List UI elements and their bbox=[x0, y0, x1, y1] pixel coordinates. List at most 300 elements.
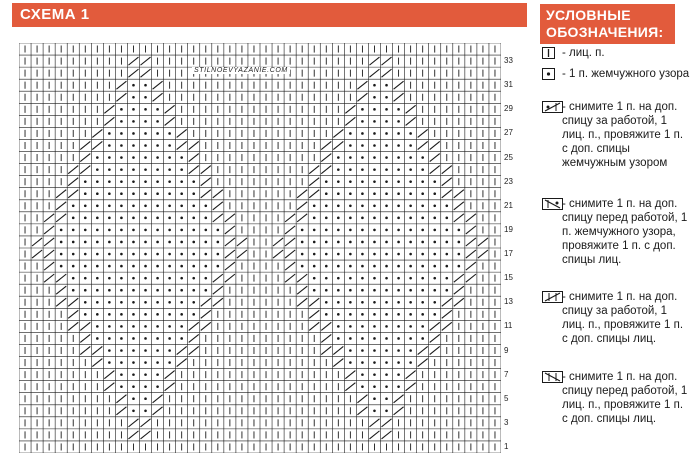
seed-stitch-cell bbox=[120, 385, 123, 388]
seed-stitch-cell bbox=[349, 156, 352, 159]
seed-stitch-cell bbox=[421, 289, 424, 292]
seed-stitch-cell bbox=[421, 192, 424, 195]
seed-stitch-cell bbox=[385, 277, 388, 280]
seed-stitch-cell bbox=[397, 361, 400, 364]
seed-stitch-cell bbox=[120, 204, 123, 207]
seed-stitch-cell bbox=[144, 156, 147, 159]
seed-stitch-cell bbox=[132, 337, 135, 340]
seed-stitch-cell bbox=[373, 277, 376, 280]
seed-stitch-cell bbox=[373, 361, 376, 364]
seed-stitch-cell bbox=[84, 301, 87, 304]
seed-stitch-cell bbox=[180, 168, 183, 171]
seed-stitch-cell bbox=[132, 180, 135, 183]
seed-stitch-cell bbox=[325, 301, 328, 304]
seed-stitch-cell bbox=[72, 217, 75, 220]
seed-stitch-cell bbox=[373, 265, 376, 268]
seed-stitch-cell bbox=[84, 217, 87, 220]
seed-stitch-cell bbox=[180, 156, 183, 159]
seed-stitch-cell bbox=[337, 277, 340, 280]
seed-stitch-cell bbox=[144, 180, 147, 183]
seed-stitch-cell bbox=[421, 156, 424, 159]
seed-stitch-cell bbox=[132, 265, 135, 268]
seed-stitch-cell bbox=[96, 192, 99, 195]
seed-stitch-cell bbox=[144, 289, 147, 292]
seed-stitch-cell bbox=[156, 180, 159, 183]
seed-stitch-cell bbox=[313, 277, 316, 280]
seed-stitch-cell bbox=[373, 253, 376, 256]
cross-left-seed-icon bbox=[542, 198, 564, 211]
seed-stitch-cell bbox=[313, 229, 316, 232]
seed-stitch-cell bbox=[168, 361, 171, 364]
seed-stitch-cell bbox=[445, 204, 448, 207]
seed-stitch-cell bbox=[144, 132, 147, 135]
seed-stitch-cell bbox=[397, 349, 400, 352]
seed-stitch-cell bbox=[168, 265, 171, 268]
seed-stitch-cell bbox=[120, 337, 123, 340]
seed-stitch-cell bbox=[120, 120, 123, 123]
seed-stitch-cell bbox=[421, 277, 424, 280]
seed-stitch-cell bbox=[361, 132, 364, 135]
seed-stitch-cell bbox=[349, 192, 352, 195]
seed-stitch-cell bbox=[204, 229, 207, 232]
seed-stitch-cell bbox=[385, 265, 388, 268]
row-number: 7 bbox=[504, 369, 509, 379]
seed-stitch-icon bbox=[542, 68, 556, 81]
seed-stitch-cell bbox=[397, 373, 400, 376]
seed-stitch-cell bbox=[373, 373, 376, 376]
seed-stitch-cell bbox=[108, 277, 111, 280]
seed-stitch-cell bbox=[168, 132, 171, 135]
legend-item-cross-right-knit bbox=[540, 290, 690, 346]
seed-stitch-cell bbox=[192, 277, 195, 280]
seed-stitch-cell bbox=[96, 253, 99, 256]
seed-stitch-cell bbox=[132, 385, 135, 388]
seed-stitch-cell bbox=[180, 265, 183, 268]
seed-stitch-cell bbox=[349, 325, 352, 328]
seed-stitch-cell bbox=[409, 349, 412, 352]
seed-stitch-cell bbox=[325, 265, 328, 268]
seed-stitch-cell bbox=[337, 265, 340, 268]
seed-stitch-cell bbox=[144, 265, 147, 268]
seed-stitch-cell bbox=[397, 108, 400, 111]
row-number: 21 bbox=[504, 200, 513, 210]
seed-stitch-cell bbox=[409, 265, 412, 268]
seed-stitch-cell bbox=[108, 325, 111, 328]
seed-stitch-cell bbox=[156, 241, 159, 244]
seed-stitch-cell bbox=[433, 192, 436, 195]
seed-stitch-cell bbox=[385, 301, 388, 304]
seed-stitch-cell bbox=[144, 204, 147, 207]
legend-text-knit: - лиц. п. bbox=[562, 47, 605, 59]
seed-stitch-cell bbox=[373, 349, 376, 352]
seed-stitch-cell bbox=[120, 180, 123, 183]
cross-right-knit-icon bbox=[542, 291, 564, 304]
seed-stitch-cell bbox=[180, 313, 183, 316]
seed-stitch-cell bbox=[192, 313, 195, 316]
seed-stitch-cell bbox=[204, 289, 207, 292]
seed-stitch-cell bbox=[204, 253, 207, 256]
seed-stitch-cell bbox=[96, 168, 99, 171]
seed-stitch-cell bbox=[108, 217, 111, 220]
seed-stitch-cell bbox=[397, 253, 400, 256]
seed-stitch-cell bbox=[349, 349, 352, 352]
seed-stitch-cell bbox=[409, 361, 412, 364]
seed-stitch-cell bbox=[108, 144, 111, 147]
seed-stitch-cell bbox=[421, 180, 424, 183]
seed-stitch-cell bbox=[349, 253, 352, 256]
seed-stitch-cell bbox=[180, 337, 183, 340]
seed-stitch-cell bbox=[373, 397, 376, 400]
seed-stitch-cell bbox=[156, 144, 159, 147]
seed-stitch-cell bbox=[385, 349, 388, 352]
seed-stitch-cell bbox=[156, 229, 159, 232]
seed-stitch-cell bbox=[337, 229, 340, 232]
seed-stitch-cell bbox=[192, 301, 195, 304]
seed-stitch-cell bbox=[313, 204, 316, 207]
seed-stitch-cell bbox=[180, 277, 183, 280]
seed-stitch-cell bbox=[168, 192, 171, 195]
knitting-chart bbox=[19, 43, 501, 453]
seed-stitch-cell bbox=[168, 217, 171, 220]
seed-stitch-cell bbox=[397, 204, 400, 207]
seed-stitch-cell bbox=[385, 409, 388, 412]
seed-stitch-cell bbox=[349, 204, 352, 207]
seed-stitch-cell bbox=[120, 361, 123, 364]
seed-stitch-cell bbox=[132, 144, 135, 147]
seed-stitch-cell bbox=[337, 313, 340, 316]
seed-stitch-cell bbox=[409, 192, 412, 195]
seed-stitch-cell bbox=[397, 180, 400, 183]
seed-stitch-cell bbox=[337, 217, 340, 220]
seed-stitch-cell bbox=[132, 217, 135, 220]
row-number: 19 bbox=[504, 224, 513, 234]
seed-stitch-cell bbox=[96, 289, 99, 292]
seed-stitch-cell bbox=[168, 277, 171, 280]
row-number: 31 bbox=[504, 80, 513, 90]
seed-stitch-cell bbox=[168, 180, 171, 183]
seed-stitch-cell bbox=[204, 265, 207, 268]
seed-stitch-cell bbox=[72, 229, 75, 232]
seed-stitch-cell bbox=[349, 144, 352, 147]
seed-stitch-cell bbox=[168, 204, 171, 207]
seed-stitch-cell bbox=[132, 156, 135, 159]
seed-stitch-cell bbox=[168, 156, 171, 159]
seed-stitch-cell bbox=[409, 144, 412, 147]
seed-stitch-cell bbox=[361, 156, 364, 159]
seed-stitch-cell bbox=[445, 217, 448, 220]
seed-stitch-cell bbox=[84, 229, 87, 232]
seed-stitch-cell bbox=[156, 132, 159, 135]
seed-stitch-cell bbox=[168, 168, 171, 171]
seed-stitch-cell bbox=[180, 325, 183, 328]
seed-stitch-cell bbox=[168, 253, 171, 256]
seed-stitch-cell bbox=[373, 192, 376, 195]
legend-text-cross-right-seed: - снимите 1 п. на доп. спицу за работой, 1 лиц. п., провяжите 1 п. с доп. спицы жемчужным узором bbox=[562, 101, 684, 169]
seed-stitch-cell bbox=[349, 168, 352, 171]
seed-stitch-cell bbox=[409, 180, 412, 183]
seed-stitch-cell bbox=[349, 277, 352, 280]
seed-stitch-cell bbox=[108, 180, 111, 183]
seed-stitch-cell bbox=[60, 229, 63, 232]
seed-stitch-cell bbox=[373, 144, 376, 147]
seed-stitch-cell bbox=[168, 241, 171, 244]
seed-stitch-cell bbox=[361, 229, 364, 232]
seed-stitch-cell bbox=[349, 241, 352, 244]
seed-stitch-cell bbox=[144, 144, 147, 147]
seed-stitch-cell bbox=[120, 168, 123, 171]
seed-stitch-cell bbox=[325, 192, 328, 195]
seed-stitch-cell bbox=[120, 265, 123, 268]
seed-stitch-cell bbox=[180, 289, 183, 292]
seed-stitch-cell bbox=[144, 96, 147, 99]
seed-stitch-cell bbox=[385, 132, 388, 135]
seed-stitch-cell bbox=[168, 325, 171, 328]
seed-stitch-cell bbox=[144, 84, 147, 87]
seed-stitch-cell bbox=[373, 241, 376, 244]
seed-stitch-cell bbox=[108, 168, 111, 171]
seed-stitch-cell bbox=[132, 229, 135, 232]
seed-stitch-cell bbox=[361, 241, 364, 244]
seed-stitch-cell bbox=[144, 168, 147, 171]
seed-stitch-cell bbox=[337, 192, 340, 195]
seed-stitch-cell bbox=[361, 301, 364, 304]
seed-stitch-cell bbox=[108, 229, 111, 232]
seed-stitch-cell bbox=[373, 204, 376, 207]
seed-stitch-cell bbox=[144, 229, 147, 232]
seed-stitch-cell bbox=[397, 192, 400, 195]
seed-stitch-cell bbox=[361, 217, 364, 220]
seed-stitch-cell bbox=[120, 241, 123, 244]
seed-stitch-cell bbox=[144, 241, 147, 244]
seed-stitch-cell bbox=[361, 144, 364, 147]
seed-stitch-cell bbox=[204, 277, 207, 280]
seed-stitch-cell bbox=[313, 289, 316, 292]
seed-stitch-cell bbox=[72, 289, 75, 292]
seed-stitch-cell bbox=[144, 217, 147, 220]
seed-stitch-cell bbox=[385, 289, 388, 292]
seed-stitch-cell bbox=[204, 217, 207, 220]
seed-stitch-cell bbox=[144, 301, 147, 304]
seed-stitch-cell bbox=[217, 229, 220, 232]
seed-stitch-cell bbox=[361, 204, 364, 207]
seed-stitch-cell bbox=[204, 204, 207, 207]
seed-stitch-cell bbox=[373, 217, 376, 220]
seed-stitch-cell bbox=[337, 168, 340, 171]
seed-stitch-cell bbox=[156, 265, 159, 268]
seed-stitch-cell bbox=[108, 204, 111, 207]
seed-stitch-cell bbox=[445, 289, 448, 292]
seed-stitch-cell bbox=[168, 313, 171, 316]
seed-stitch-cell bbox=[301, 229, 304, 232]
seed-stitch-cell bbox=[361, 192, 364, 195]
seed-stitch-cell bbox=[385, 385, 388, 388]
seed-stitch-cell bbox=[120, 156, 123, 159]
seed-stitch-cell bbox=[325, 180, 328, 183]
seed-stitch-cell bbox=[96, 301, 99, 304]
row-number: 23 bbox=[504, 176, 513, 186]
seed-stitch-cell bbox=[385, 397, 388, 400]
seed-stitch-cell bbox=[361, 180, 364, 183]
seed-stitch-cell bbox=[397, 325, 400, 328]
seed-stitch-cell bbox=[421, 168, 424, 171]
seed-stitch-cell bbox=[108, 337, 111, 340]
seed-stitch-cell bbox=[433, 253, 436, 256]
seed-stitch-cell bbox=[96, 265, 99, 268]
seed-stitch-cell bbox=[84, 277, 87, 280]
seed-stitch-cell bbox=[313, 265, 316, 268]
seed-stitch-cell bbox=[132, 253, 135, 256]
seed-stitch-cell bbox=[397, 385, 400, 388]
seed-stitch-cell bbox=[96, 204, 99, 207]
seed-stitch-cell bbox=[325, 277, 328, 280]
seed-stitch-cell bbox=[120, 277, 123, 280]
seed-stitch-cell bbox=[421, 301, 424, 304]
seed-stitch-cell bbox=[96, 337, 99, 340]
seed-stitch-cell bbox=[120, 253, 123, 256]
seed-stitch-cell bbox=[385, 108, 388, 111]
seed-stitch-cell bbox=[349, 132, 352, 135]
seed-stitch-cell bbox=[72, 253, 75, 256]
seed-stitch-cell bbox=[96, 313, 99, 316]
legend-text-seed: - 1 п. жемчужного узора bbox=[562, 68, 690, 80]
seed-stitch-cell bbox=[120, 108, 123, 111]
row-number: 11 bbox=[504, 321, 513, 331]
seed-stitch-cell bbox=[132, 84, 135, 87]
seed-stitch-cell bbox=[108, 156, 111, 159]
seed-stitch-cell bbox=[373, 313, 376, 316]
seed-stitch-cell bbox=[72, 241, 75, 244]
seed-stitch-cell bbox=[458, 253, 461, 256]
seed-stitch-cell bbox=[192, 289, 195, 292]
legend-text-cross-right-knit: - снимите 1 п. на доп. спицу за работой, 1 лиц. п., провяжите 1 п. с доп. спицы лиц. bbox=[562, 291, 684, 345]
seed-stitch-cell bbox=[313, 217, 316, 220]
row-number: 25 bbox=[504, 152, 513, 162]
seed-stitch-cell bbox=[433, 313, 436, 316]
seed-stitch-cell bbox=[301, 253, 304, 256]
seed-stitch-cell bbox=[397, 217, 400, 220]
seed-stitch-cell bbox=[217, 265, 220, 268]
seed-stitch-cell bbox=[458, 265, 461, 268]
seed-stitch-cell bbox=[409, 204, 412, 207]
seed-stitch-cell bbox=[361, 120, 364, 123]
seed-stitch-cell bbox=[373, 385, 376, 388]
seed-stitch-cell bbox=[361, 168, 364, 171]
seed-stitch-cell bbox=[192, 217, 195, 220]
seed-stitch-cell bbox=[337, 180, 340, 183]
seed-stitch-cell bbox=[397, 289, 400, 292]
cross-left-knit-icon bbox=[542, 371, 564, 384]
seed-stitch-cell bbox=[397, 265, 400, 268]
seed-stitch-cell bbox=[108, 192, 111, 195]
seed-stitch-cell bbox=[144, 325, 147, 328]
seed-stitch-cell bbox=[192, 192, 195, 195]
cross-right-seed-icon bbox=[542, 101, 564, 114]
seed-stitch-cell bbox=[156, 349, 159, 352]
legend-title: УСЛОВНЫЕ ОБОЗНАЧЕНИЯ: bbox=[540, 4, 675, 44]
seed-stitch-cell bbox=[349, 229, 352, 232]
seed-stitch-cell bbox=[132, 373, 135, 376]
seed-stitch-cell bbox=[144, 349, 147, 352]
seed-stitch-cell bbox=[180, 241, 183, 244]
seed-stitch-cell bbox=[144, 192, 147, 195]
seed-stitch-cell bbox=[192, 265, 195, 268]
seed-stitch-cell bbox=[433, 229, 436, 232]
seed-stitch-cell bbox=[192, 253, 195, 256]
seed-stitch-cell bbox=[144, 337, 147, 340]
seed-stitch-cell bbox=[120, 217, 123, 220]
seed-stitch-cell bbox=[108, 265, 111, 268]
seed-stitch-cell bbox=[132, 361, 135, 364]
seed-stitch-cell bbox=[96, 156, 99, 159]
seed-stitch-cell bbox=[72, 265, 75, 268]
seed-stitch-cell bbox=[168, 337, 171, 340]
seed-stitch-cell bbox=[445, 241, 448, 244]
seed-stitch-cell bbox=[397, 156, 400, 159]
seed-stitch-cell bbox=[156, 325, 159, 328]
legend-text-cross-left-seed: - снимите 1 п. на доп. спицу перед работой, 1 п. жемчужного узора, провяжите 1 п. с доп. спицы лиц. bbox=[562, 198, 688, 266]
seed-stitch-cell bbox=[433, 301, 436, 304]
seed-stitch-cell bbox=[433, 217, 436, 220]
seed-stitch-cell bbox=[108, 132, 111, 135]
seed-stitch-cell bbox=[180, 192, 183, 195]
seed-stitch-cell bbox=[168, 144, 171, 147]
seed-stitch-cell bbox=[120, 192, 123, 195]
seed-stitch-cell bbox=[385, 96, 388, 99]
seed-stitch-cell bbox=[156, 289, 159, 292]
seed-stitch-cell bbox=[421, 325, 424, 328]
seed-stitch-cell bbox=[72, 204, 75, 207]
seed-stitch-cell bbox=[132, 108, 135, 111]
seed-stitch-cell bbox=[409, 168, 412, 171]
seed-stitch-cell bbox=[132, 132, 135, 135]
seed-stitch-cell bbox=[361, 253, 364, 256]
seed-stitch-cell bbox=[60, 241, 63, 244]
legend-text-cross-left-knit: - снимите 1 п. на доп. спицу перед работой, 1 лиц. п., провяжите 1 п. с доп. спицы лиц. bbox=[562, 371, 688, 425]
seed-stitch-cell bbox=[156, 313, 159, 316]
seed-stitch-cell bbox=[84, 180, 87, 183]
seed-stitch-cell bbox=[96, 217, 99, 220]
seed-stitch-cell bbox=[108, 301, 111, 304]
seed-stitch-cell bbox=[433, 241, 436, 244]
seed-stitch-cell bbox=[120, 325, 123, 328]
seed-stitch-cell bbox=[132, 313, 135, 316]
seed-stitch-cell bbox=[144, 277, 147, 280]
seed-stitch-cell bbox=[373, 168, 376, 171]
seed-stitch-cell bbox=[156, 373, 159, 376]
seed-stitch-cell bbox=[337, 204, 340, 207]
seed-stitch-cell bbox=[120, 132, 123, 135]
seed-stitch-cell bbox=[180, 229, 183, 232]
seed-stitch-cell bbox=[397, 168, 400, 171]
seed-stitch-cell bbox=[301, 265, 304, 268]
seed-stitch-cell bbox=[385, 253, 388, 256]
seed-stitch-cell bbox=[156, 192, 159, 195]
seed-stitch-cell bbox=[96, 325, 99, 328]
seed-stitch-cell bbox=[204, 241, 207, 244]
legend-item-seed bbox=[540, 67, 690, 81]
seed-stitch-cell bbox=[180, 253, 183, 256]
seed-stitch-cell bbox=[445, 253, 448, 256]
seed-stitch-cell bbox=[325, 217, 328, 220]
seed-stitch-cell bbox=[168, 229, 171, 232]
seed-stitch-cell bbox=[132, 301, 135, 304]
knit-stitch-icon bbox=[542, 47, 556, 60]
seed-stitch-cell bbox=[60, 253, 63, 256]
seed-stitch-cell bbox=[144, 385, 147, 388]
seed-stitch-cell bbox=[385, 337, 388, 340]
seed-stitch-cell bbox=[337, 289, 340, 292]
seed-stitch-cell bbox=[120, 373, 123, 376]
